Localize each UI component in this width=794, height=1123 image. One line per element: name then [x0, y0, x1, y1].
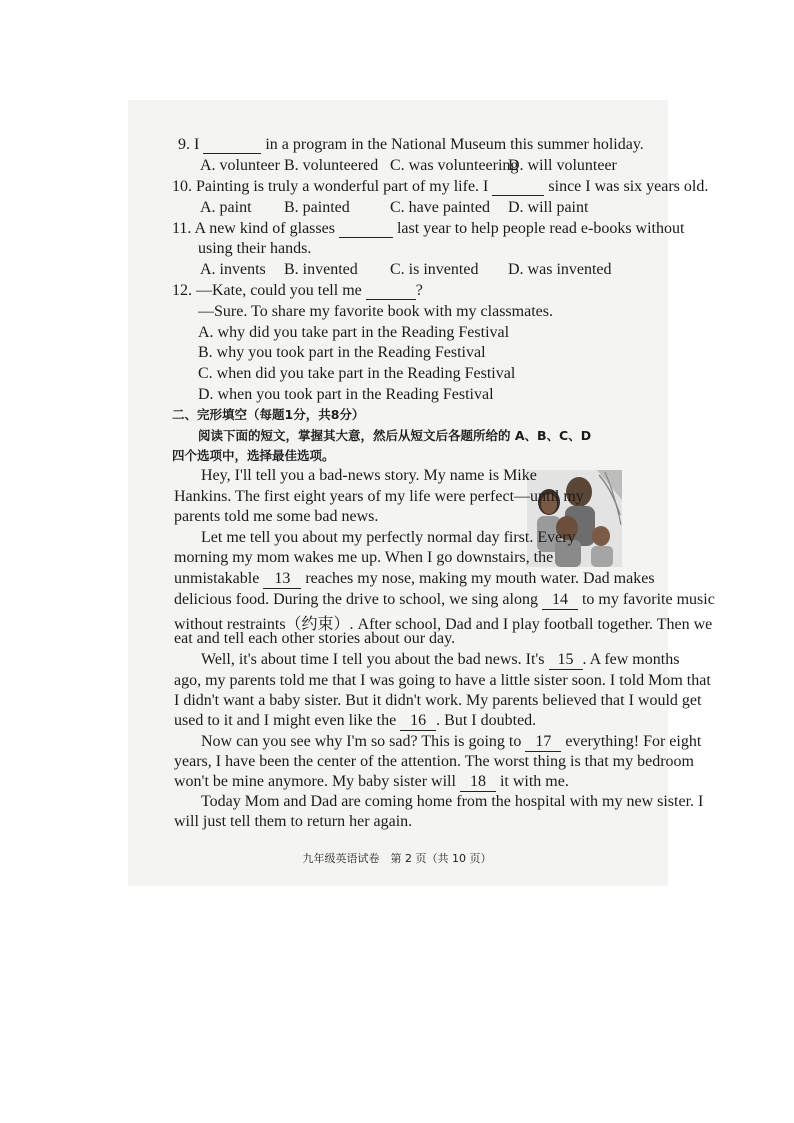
blank-13: 13 — [263, 570, 301, 589]
answer-blank — [339, 225, 393, 238]
question-text: last year to help people read e-books without — [396, 220, 685, 237]
passage-line: delicious food. During the drive to school, we sing along 14 to my favorite music — [174, 591, 715, 608]
question-text: I — [194, 136, 200, 153]
passage-line: morning my mom wakes me up. When I go downstairs, the — [174, 549, 554, 566]
question-text: since I was six years old. — [548, 178, 709, 195]
option-d: D. will volunteer — [508, 157, 617, 174]
passage-line: Hankins. The first eight years of my life were perfect—until my — [174, 488, 584, 505]
answer-blank — [366, 287, 416, 300]
section-title: 二、完形填空（每题1分，共8分） — [172, 407, 365, 422]
option-a: A. paint — [200, 199, 252, 216]
question-9 — [178, 136, 644, 154]
blank-14: 14 — [542, 591, 578, 610]
option-c: C. have painted — [390, 199, 490, 216]
section-instructions: 阅读下面的短文，掌握其大意，然后从短文后各题所给的 A、B、C、D — [198, 428, 592, 443]
question-text: ? — [415, 282, 423, 299]
answer-blank — [203, 141, 261, 154]
option-b: B. volunteered — [284, 157, 379, 174]
blank-17: 17 — [525, 733, 561, 752]
passage-line: eat and tell each other stories about our day. — [174, 630, 456, 647]
page-footer: 九年级英语试卷 第 2 页（共 10 页） — [302, 852, 492, 865]
question-10 — [172, 178, 708, 196]
passage-line: Now can you see why I'm so sad? This is going to 17 everything! For eight — [201, 733, 702, 750]
option-d: D. will paint — [508, 199, 589, 216]
blank-16: 16 — [400, 712, 436, 731]
question-number: 9. — [178, 136, 190, 153]
passage-line: will just tell them to return her again. — [174, 813, 413, 830]
passage-line: Well, it's about time I tell you about the bad news. It's 15 . A few months — [201, 651, 680, 668]
passage-line: ago, my parents told me that I was going to have a little sister soon. I told Mom that — [174, 672, 711, 689]
passage-line: I didn't want a baby sister. But it didn't work. My parents believed that I would get — [174, 692, 702, 709]
question-number: 11. — [172, 220, 192, 237]
question-text: in a program in the National Museum this summer holiday. — [265, 136, 644, 153]
option-c: C. when did you take part in the Reading Festival — [198, 365, 516, 382]
passage-line: without restraints（约束）. After school, Dad and I play football together. Then we — [174, 616, 713, 633]
option-a: A. volunteer — [200, 157, 280, 174]
question-11 — [172, 220, 684, 238]
passage-line: years, I have been the center of the attention. The worst thing is that my bedroom — [174, 753, 694, 770]
passage-line: Today Mom and Dad are coming home from the hospital with my new sister. I — [201, 793, 704, 810]
question-number: 12. — [172, 282, 192, 299]
section-instructions: 四个选项中，选择最佳选项。 — [172, 448, 335, 463]
option-c: C. was volunteering — [390, 157, 519, 174]
option-b: B. why you took part in the Reading Festival — [198, 344, 486, 361]
passage-line: used to it and I might even like the 16 . But I doubted. — [174, 712, 537, 729]
passage-line: unmistakable 13 reaches my nose, making my mouth water. Dad makes — [174, 570, 655, 587]
blank-15: 15 — [549, 651, 583, 670]
option-a: A. why did you take part in the Reading Festival — [198, 324, 510, 341]
passage-line: Hey, I'll tell you a bad-news story. My name is Mike — [201, 467, 537, 484]
question-text: —Kate, could you tell me — [196, 282, 362, 299]
option-b: B. invented — [284, 261, 358, 278]
question-text-continued: using their hands. — [198, 240, 312, 257]
blank-18: 18 — [460, 773, 496, 792]
passage-line: Let me tell you about my perfectly normal day first. Every — [201, 529, 576, 546]
passage-line: won't be mine anymore. My baby sister will 18 it with me. — [174, 773, 569, 790]
option-d: D. when you took part in the Reading Festival — [198, 386, 494, 403]
option-c: C. is invented — [390, 261, 479, 278]
question-text: Painting is truly a wonderful part of my life. I — [196, 178, 489, 195]
passage-line: parents told me some bad news. — [174, 508, 379, 525]
option-b: B. painted — [284, 199, 350, 216]
answer-blank — [492, 183, 544, 196]
question-text: A new kind of glasses — [194, 220, 335, 237]
question-number: 10. — [172, 178, 192, 195]
option-d: D. was invented — [508, 261, 612, 278]
option-a: A. invents — [200, 261, 266, 278]
dialogue-reply: —Sure. To share my favorite book with my classmates. — [198, 303, 553, 320]
question-12 — [172, 282, 423, 300]
